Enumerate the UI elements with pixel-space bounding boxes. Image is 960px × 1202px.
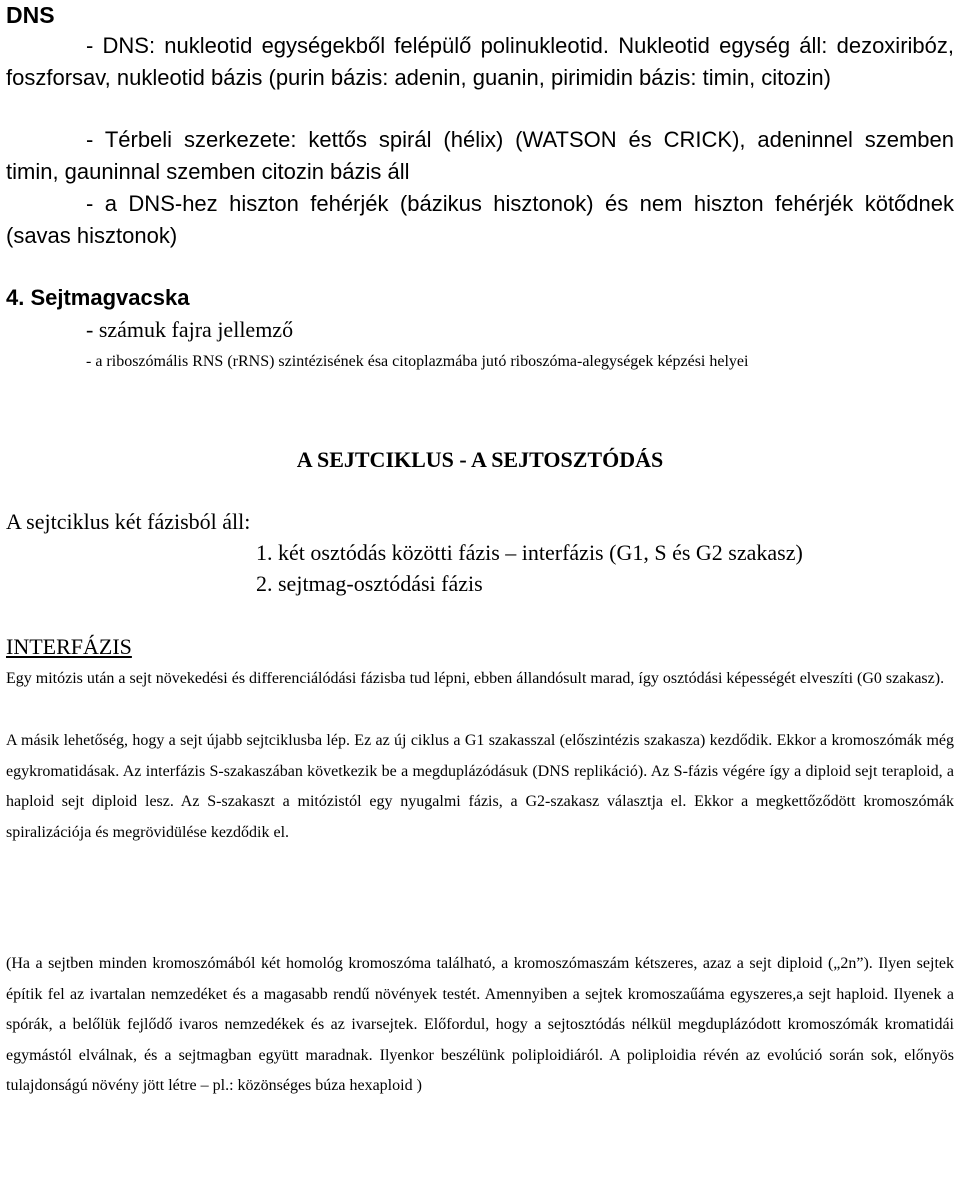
interphase-heading: INTERFÁZIS	[6, 634, 132, 659]
dns-paragraph-composition: - DNS: nukleotid egységekből felépülő polinukleotid. Nukleotid egység áll: dezoxiribóz, foszforsav, nukleotid bázis (purin bázis: adenin, guanin, pirimidin bázis: timin, citozin)	[6, 33, 954, 90]
interphase-paragraph-cycle: A másik lehetőség, hogy a sejt újabb sejtciklusba lép. Ez az új ciklus a G1 szakasszal (előszintézis szakasza) kezdődik. Ekkor a kromoszómák még egykromatidásak. Az interfázis S-szakaszában következik be a megduplázódásuk (DNS replikáció). Az S-fázis végére így a diploid sejt teraploid, a haploid sejt diploid lesz. Az S-szakaszt a mitózistól egy nyugalmi fázis, a G2-szakasz választja el. Ekkor a megkettőződött kromoszómák spiralizációja és megrövidülése kezdődik el.	[6, 732, 954, 841]
cell-cycle-heading-text: A SEJTCIKLUS - A SEJTOSZTÓDÁS	[296, 447, 664, 472]
cell-cycle-phase-2: 2. sejtmag-osztódási fázis	[256, 571, 483, 596]
dns-paragraph-structure: - Térbeli szerkezete: kettős spirál (hélix) (WATSON és CRICK), adeninnel szemben timin, gauninnal szemben citozin bázis áll	[6, 127, 954, 184]
cell-cycle-heading	[0, 445, 960, 475]
cell-cycle-phase-1: 1. két osztódás közötti fázis – interfázis (G1, S és G2 szakasz)	[256, 540, 803, 565]
dns-title: DNS	[6, 2, 55, 28]
nucleolus-item-rrna: - a riboszómális RNS (rRNS) szintézisének ésa citoplazmába jutó riboszóma-alegységek képzési helyei	[86, 353, 749, 370]
nucleolus-item-species: - számuk fajra jellemző	[86, 317, 294, 342]
nucleolus-heading: 4. Sejtmagvacska	[6, 285, 190, 310]
interphase-paragraph-ploidy: (Ha a sejtben minden kromoszómából két homológ kromoszóma található, a kromoszómaszám kétszeres, azaz a sejt diploid („2n”). Ilyen sejtek építik fel az ivartalan nemzedéket és a magasabb rendű növények testét. Amennyiben a sejtek kromoszaűáma egyszeres,a sejt haploid. Ilyenek a spórák, a belőlük fejlődő ivaros nemzedékek és az ivarsejtek. Előfordul, hogy a sejtosztódás nélkül megduplázódott kromoszómák kromatidái egymástól elválnak, és a sejtmagban együtt maradnak. Ilyenkor beszélünk poliploidiáról. A poliploidia révén az evolúció során sok, előnyös tulajdonságú növény jött létre – pl.: közönséges búza hexaploid )	[6, 955, 954, 1094]
cell-cycle-intro: A sejtciklus két fázisból áll:	[6, 509, 251, 534]
interphase-paragraph-g0: Egy mitózis után a sejt növekedési és differenciálódási fázisba tud lépni, ebben állandósult marad, így osztódási képességét elveszíti (G0 szakasz).	[6, 670, 945, 687]
dns-paragraph-histones: - a DNS-hez hiszton fehérjék (bázikus hisztonok) és nem hiszton fehérjék kötődnek (savas hisztonok)	[6, 191, 954, 248]
